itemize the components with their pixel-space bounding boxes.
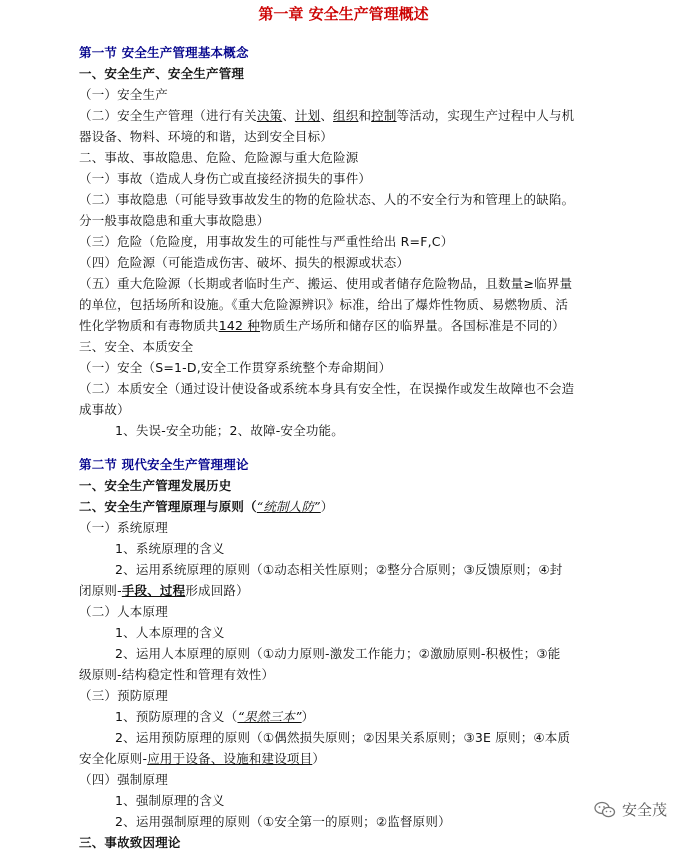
text-line xyxy=(79,105,679,126)
text-line: 2、运用强制原理的原则（①安全第一的原则；②监督原则） xyxy=(115,814,451,829)
text-line: （二）人本原理 xyxy=(79,604,168,619)
text-span: 、 xyxy=(320,108,334,123)
text-span: 二、安全生产管理原理与原则（ xyxy=(79,499,257,514)
text-span: 等活动，实现生产过程中人与机 xyxy=(396,108,575,123)
text-span: 1、预防原理的含义（ xyxy=(115,709,238,724)
text-line: 2、运用预防原理的原则（①偶然损失原则；②因果关系原则；③3E 原则；④本质 xyxy=(115,730,571,745)
text-line: 1、失误-安全功能；2、故障-安全功能。 xyxy=(115,423,344,438)
text-span: 性化学物质和有毒物质共 xyxy=(79,318,219,333)
text-line: 成事故） xyxy=(79,402,130,417)
chapter-title: 第一章 安全生产管理概述 xyxy=(258,5,429,23)
mnemonic: “统制人防” xyxy=(256,499,321,514)
heading-2-3: 三、事故致因理论 xyxy=(79,835,181,850)
text-line: （五）重大危险源（长期或者临时生产、搬运、使用或者储存危险物品，且数量≥临界量 xyxy=(79,276,573,291)
underlined-term: 控制 xyxy=(371,108,397,123)
text-line: （一）系统原理 xyxy=(79,520,168,535)
text-line: 分一般事故隐患和重大事故隐患） xyxy=(79,213,270,228)
text-line: 器设备、物料、环境的和谐，达到安全目标） xyxy=(79,129,334,144)
text-span: 闭原则- xyxy=(79,583,122,598)
text-span: 安全化原则- xyxy=(79,751,148,766)
text-line: （一）事故（造成人身伤亡或直接经济损失的事件） xyxy=(79,171,372,186)
text-line: （二）事故隐患（可能导致事故发生的物的危险状态、人的不安全行为和管理上的缺陷。 xyxy=(79,192,575,207)
underlined-term: 142 种 xyxy=(218,318,261,333)
heading-2-1: 一、安全生产管理发展历史 xyxy=(79,478,232,493)
text-span: 形成回路） xyxy=(185,583,249,598)
text-line xyxy=(79,315,679,336)
text-line: 级原则-结构稳定性和管理有效性） xyxy=(79,667,275,682)
text-line: 1、人本原理的含义 xyxy=(115,625,225,640)
watermark xyxy=(594,799,667,820)
text-span: ） xyxy=(312,751,326,766)
text-line: （一）安全（S=1-D,安全工作贯穿系统整个寿命期间） xyxy=(79,360,392,375)
underlined-term: 计划 xyxy=(294,108,321,123)
text-span: ） xyxy=(320,499,334,514)
mnemonic: “果然三本” xyxy=(237,709,302,724)
text-line: （四）危险源（可能造成伤害、破坏、损失的根源或状态） xyxy=(79,255,410,270)
text-span: ） xyxy=(301,709,315,724)
document-body xyxy=(79,42,679,853)
text-span: 和 xyxy=(358,108,372,123)
heading-1-1: 一、安全生产、安全生产管理 xyxy=(79,66,245,81)
underlined-term: 手段、过程 xyxy=(121,583,186,598)
text-span: 物质生产场所和储存区的临界量。各国标准是不同的） xyxy=(260,318,565,333)
underlined-term: 组织 xyxy=(333,108,359,123)
text-line xyxy=(79,580,679,601)
text-line xyxy=(79,706,679,727)
text-line: 1、系统原理的含义 xyxy=(115,541,225,556)
heading-1-2: 二、事故、事故隐患、危险、危险源与重大危险源 xyxy=(79,150,359,165)
section-2-heading: 第二节 现代安全生产管理理论 xyxy=(79,457,249,472)
spacer xyxy=(79,441,679,454)
text-span: （二）安全生产管理（进行有关 xyxy=(79,108,257,123)
heading-2-2 xyxy=(79,496,679,517)
section-1-heading: 第一节 安全生产管理基本概念 xyxy=(79,45,249,60)
watermark-text: 安全茂 xyxy=(621,801,667,819)
text-line: （二）本质安全（通过设计使设备或系统本身具有安全性，在误操作或发生故障也不会造 xyxy=(79,381,575,396)
wechat-icon xyxy=(594,801,616,819)
text-line: （四）强制原理 xyxy=(79,772,168,787)
text-line: 2、运用人本原理的原则（①动力原则-激发工作能力；②激励原则-积极性；③能 xyxy=(115,646,561,661)
text-line: （一）安全生产 xyxy=(79,87,168,102)
underlined-term: 决策 xyxy=(256,108,283,123)
text-line: 2、运用系统原理的原则（①动态相关性原则；②整分合原则；③反馈原则；④封 xyxy=(115,562,563,577)
text-line: （三）危险（危险度，用事故发生的可能性与严重性给出 R=F,C） xyxy=(79,234,454,249)
text-span: 、 xyxy=(282,108,295,123)
text-line xyxy=(79,748,679,769)
heading-1-3: 三、安全、本质安全 xyxy=(79,339,194,354)
text-line: 1、强制原理的含义 xyxy=(115,793,225,808)
text-line: 的单位，包括场所和设施。《重大危险源辨识》标准，给出了爆炸性物质、易燃物质、活 xyxy=(79,297,569,312)
underlined-term: 应用于设备、设施和建设项目 xyxy=(147,751,313,766)
text-line: （三）预防原理 xyxy=(79,688,168,703)
